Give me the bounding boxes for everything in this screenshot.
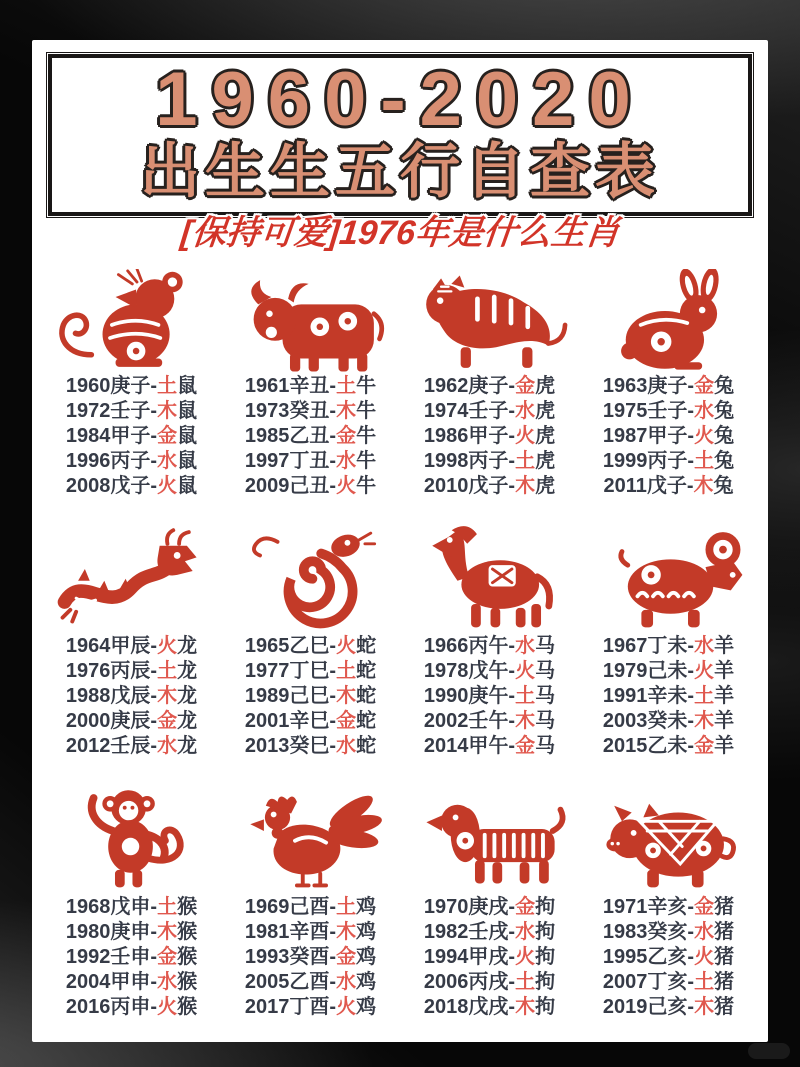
zodiac-section-2 xyxy=(44,511,756,759)
zodiac-char: 马 xyxy=(535,710,556,732)
zodiac-char: 蛇 xyxy=(356,660,377,682)
monkey-year-line-3: 1992壬申-金猴 xyxy=(65,945,198,968)
dragon-year-line-3: 1988戊辰-木龙 xyxy=(65,685,198,707)
rat-year-line-4: 1996丙子-水鼠 xyxy=(65,449,198,472)
ox-year-line-1: 1961辛丑-土牛 xyxy=(244,374,377,397)
element-char: 金 xyxy=(336,424,357,447)
ox-year-line-4: 1997丁丑-水牛 xyxy=(244,449,377,472)
element-char: 水 xyxy=(515,399,536,422)
watermark-badge xyxy=(748,1043,790,1059)
element-char: 水 xyxy=(336,970,357,993)
zodiac-char: 马 xyxy=(535,735,556,757)
snake-figure xyxy=(224,511,396,629)
pig-year-list xyxy=(581,895,756,1020)
element-char: 金 xyxy=(515,735,536,757)
element-char: 火 xyxy=(515,660,536,682)
monkey-year-list xyxy=(44,895,219,1020)
ox-year-line-3: 1985乙丑-金牛 xyxy=(244,424,377,447)
ox-papercut-illustration xyxy=(227,269,392,373)
zodiac-char: 羊 xyxy=(714,710,735,732)
zodiac-char: 牛 xyxy=(356,399,377,422)
monkey-papercut-illustration xyxy=(47,776,212,889)
element-char: 土 xyxy=(515,685,536,707)
element-char: 土 xyxy=(157,660,178,682)
pig-year-line-2: 1983癸亥-水猪 xyxy=(602,920,735,943)
zodiac-char: 马 xyxy=(535,635,556,657)
dragon-papercut-illustration xyxy=(47,516,212,629)
zodiac-char: 龙 xyxy=(177,710,198,732)
element-char: 金 xyxy=(157,945,178,968)
zodiac-char: 拘 xyxy=(535,895,556,918)
zodiac-char: 蛇 xyxy=(356,685,377,707)
zodiac-char: 龙 xyxy=(177,735,198,757)
zodiac-char: 马 xyxy=(535,685,556,707)
zodiac-char: 龙 xyxy=(177,685,198,707)
zodiac-char: 鸡 xyxy=(356,995,377,1018)
rat-year-line-2: 1972壬子-木鼠 xyxy=(65,399,198,422)
element-char: 土 xyxy=(515,970,536,993)
zodiac-char: 羊 xyxy=(714,685,735,707)
goat-papercut-illustration xyxy=(587,516,752,629)
element-char: 金 xyxy=(157,710,178,732)
tiger-year-line-3: 1986甲子-火虎 xyxy=(423,424,556,447)
zodiac-char: 鼠 xyxy=(177,374,198,397)
goat-figure xyxy=(584,511,756,629)
monkey-figure xyxy=(44,772,216,890)
tiger-year-line-2: 1974壬子-水虎 xyxy=(423,399,556,422)
zodiac-grid xyxy=(44,252,756,1032)
element-char: 土 xyxy=(157,374,178,397)
element-char: 金 xyxy=(515,895,536,918)
element-char: 水 xyxy=(694,920,715,943)
zodiac-char: 拘 xyxy=(535,920,556,943)
dragon-year-line-5: 2012壬辰-水龙 xyxy=(65,735,198,757)
zodiac-char: 蛇 xyxy=(356,635,377,657)
element-char: 水 xyxy=(157,449,178,472)
element-char: 木 xyxy=(694,710,715,732)
element-char: 木 xyxy=(336,399,357,422)
zodiac-char: 拘 xyxy=(535,945,556,968)
rabbit-year-line-1: 1963庚子-金兔 xyxy=(602,374,735,397)
element-char: 木 xyxy=(336,920,357,943)
element-char: 土 xyxy=(694,970,715,993)
element-char: 金 xyxy=(694,895,715,918)
dog-year-list xyxy=(402,895,577,1020)
element-char: 土 xyxy=(336,895,357,918)
zodiac-char: 猪 xyxy=(714,895,735,918)
horse-year-line-3: 1990庚午-土马 xyxy=(423,685,556,707)
element-char: 木 xyxy=(693,474,714,497)
horse-year-list xyxy=(402,634,577,759)
element-char: 火 xyxy=(515,945,536,968)
rooster-year-list xyxy=(223,895,398,1020)
zodiac-char: 鸡 xyxy=(356,945,377,968)
rooster-year-line-2: 1981辛酉-木鸡 xyxy=(244,920,377,943)
element-char: 金 xyxy=(157,424,178,447)
snake-year-line-5: 2013癸巳-水蛇 xyxy=(244,735,377,757)
goat-year-line-5: 2015乙未-金羊 xyxy=(602,735,735,757)
snake-year-line-1: 1965乙巳-火蛇 xyxy=(244,635,377,657)
element-char: 土 xyxy=(694,449,715,472)
zodiac-char: 鸡 xyxy=(356,920,377,943)
zodiac-char: 羊 xyxy=(714,635,735,657)
element-char: 木 xyxy=(157,920,178,943)
horse-figure xyxy=(404,511,576,629)
dragon-figure xyxy=(44,511,216,629)
goat-year-list xyxy=(581,634,756,759)
zodiac-char: 拘 xyxy=(535,970,556,993)
element-char: 木 xyxy=(694,995,715,1018)
goat-year-line-3: 1991辛未-土羊 xyxy=(602,685,735,707)
tiger-year-line-4: 1998丙子-土虎 xyxy=(423,449,556,472)
zodiac-char: 鼠 xyxy=(177,474,198,497)
zodiac-char: 龙 xyxy=(177,635,198,657)
element-char: 火 xyxy=(694,945,715,968)
ox-figure xyxy=(224,265,396,374)
dragon-year-line-4: 2000庚辰-金龙 xyxy=(65,710,198,732)
element-char: 水 xyxy=(694,399,715,422)
zodiac-char: 羊 xyxy=(714,660,735,682)
snake-year-list xyxy=(223,634,398,759)
rat-year-line-1: 1960庚子-土鼠 xyxy=(65,374,198,397)
element-char: 土 xyxy=(157,895,178,918)
zodiac-char: 虎 xyxy=(535,449,556,472)
horse-papercut-illustration xyxy=(407,516,572,629)
dog-papercut-illustration xyxy=(407,776,572,889)
element-char: 火 xyxy=(336,635,357,657)
rabbit-figure xyxy=(584,265,756,374)
pig-year-line-1: 1971辛亥-金猪 xyxy=(602,895,735,918)
zodiac-char: 牛 xyxy=(356,474,377,497)
zodiac-char: 龙 xyxy=(177,660,198,682)
subtitle-banner: [保持可爱]1976年是什么生肖 xyxy=(178,214,622,252)
zodiac-char: 虎 xyxy=(535,374,556,397)
zodiac-char: 兔 xyxy=(714,399,735,422)
zodiac-char: 马 xyxy=(535,660,556,682)
element-char: 水 xyxy=(694,635,715,657)
element-char: 金 xyxy=(515,374,536,397)
zodiac-char: 猪 xyxy=(714,920,735,943)
rabbit-year-line-5: 2011戊子-木兔 xyxy=(603,474,734,497)
dog-figure xyxy=(404,772,576,890)
horse-year-line-1: 1966丙午-水马 xyxy=(423,635,556,657)
element-char: 火 xyxy=(336,474,357,497)
element-char: 火 xyxy=(157,474,178,497)
zodiac-char: 兔 xyxy=(714,449,735,472)
element-char: 木 xyxy=(515,995,536,1018)
monkey-year-line-5: 2016丙申-火猴 xyxy=(65,995,198,1018)
dog-year-line-4: 2006丙戌-土拘 xyxy=(423,970,556,993)
rat-papercut-illustration xyxy=(47,269,212,373)
monkey-year-line-4: 2004甲申-水猴 xyxy=(65,970,198,993)
poster-card xyxy=(32,40,768,1042)
rabbit-year-list xyxy=(581,374,756,499)
rooster-figure xyxy=(224,772,396,890)
zodiac-section-3 xyxy=(44,772,756,1020)
element-char: 火 xyxy=(515,424,536,447)
snake-year-line-3: 1989己巳-木蛇 xyxy=(244,685,377,707)
zodiac-char: 鸡 xyxy=(356,895,377,918)
zodiac-char: 虎 xyxy=(535,474,556,497)
zodiac-char: 虎 xyxy=(535,424,556,447)
zodiac-char: 蛇 xyxy=(356,710,377,732)
zodiac-char: 兔 xyxy=(713,474,734,497)
dog-year-line-1: 1970庚戌-金拘 xyxy=(423,895,556,918)
element-char: 火 xyxy=(694,424,715,447)
zodiac-char: 拘 xyxy=(535,995,556,1018)
zodiac-char: 牛 xyxy=(356,449,377,472)
element-char: 土 xyxy=(694,685,715,707)
ox-year-list xyxy=(223,374,398,499)
element-char: 木 xyxy=(515,474,536,497)
snake-papercut-illustration xyxy=(227,516,392,629)
snake-year-line-2: 1977丁巳-土蛇 xyxy=(244,660,377,682)
goat-year-line-1: 1967丁未-水羊 xyxy=(602,635,735,657)
pig-papercut-illustration xyxy=(587,776,752,889)
element-char: 金 xyxy=(336,710,357,732)
rabbit-year-line-4: 1999丙子-土兔 xyxy=(602,449,735,472)
element-char: 火 xyxy=(157,635,178,657)
zodiac-char: 羊 xyxy=(714,735,735,757)
element-char: 水 xyxy=(157,735,178,757)
zodiac-char: 鸡 xyxy=(356,970,377,993)
zodiac-char: 兔 xyxy=(714,424,735,447)
tiger-year-list xyxy=(402,374,577,499)
dragon-year-line-1: 1964甲辰-火龙 xyxy=(65,635,198,657)
zodiac-char: 猪 xyxy=(714,970,735,993)
element-char: 木 xyxy=(157,685,178,707)
monkey-year-line-1: 1968戊申-土猴 xyxy=(65,895,198,918)
tiger-papercut-illustration xyxy=(407,269,572,373)
zodiac-char: 鼠 xyxy=(177,399,198,422)
element-char: 水 xyxy=(515,920,536,943)
zodiac-char: 猪 xyxy=(714,995,735,1018)
tiger-year-line-1: 1962庚子-金虎 xyxy=(423,374,556,397)
ox-year-line-5: 2009己丑-火牛 xyxy=(244,474,377,497)
rabbit-year-line-3: 1987甲子-火兔 xyxy=(602,424,735,447)
monkey-year-line-2: 1980庚申-木猴 xyxy=(65,920,198,943)
zodiac-char: 猴 xyxy=(177,920,198,943)
zodiac-char: 鼠 xyxy=(177,449,198,472)
zodiac-char: 虎 xyxy=(535,399,556,422)
element-char: 水 xyxy=(157,970,178,993)
goat-year-line-4: 2003癸未-木羊 xyxy=(602,710,735,732)
element-char: 水 xyxy=(336,449,357,472)
zodiac-char: 猴 xyxy=(177,970,198,993)
dragon-year-list xyxy=(44,634,219,759)
element-char: 金 xyxy=(694,735,715,757)
rooster-year-line-3: 1993癸酉-金鸡 xyxy=(244,945,377,968)
rat-year-line-3: 1984甲子-金鼠 xyxy=(65,424,198,447)
zodiac-char: 蛇 xyxy=(356,735,377,757)
horse-year-line-2: 1978戊午-火马 xyxy=(423,660,556,682)
zodiac-section-1 xyxy=(44,265,756,499)
zodiac-char: 猪 xyxy=(714,945,735,968)
zodiac-char: 猴 xyxy=(177,895,198,918)
element-char: 水 xyxy=(336,735,357,757)
ox-year-line-2: 1973癸丑-木牛 xyxy=(244,399,377,422)
element-char: 木 xyxy=(515,710,536,732)
dog-year-line-5: 2018戊戌-木拘 xyxy=(423,995,556,1018)
rabbit-papercut-illustration xyxy=(587,269,752,373)
rat-year-line-5: 2008戊子-火鼠 xyxy=(65,474,198,497)
pig-figure xyxy=(584,772,756,890)
horse-year-line-5: 2014甲午-金马 xyxy=(423,735,556,757)
dog-year-line-3: 1994甲戌-火拘 xyxy=(423,945,556,968)
element-char: 木 xyxy=(157,399,178,422)
element-char: 金 xyxy=(336,945,357,968)
rooster-year-line-5: 2017丁酉-火鸡 xyxy=(244,995,377,1018)
dog-year-line-2: 1982壬戌-水拘 xyxy=(423,920,556,943)
element-char: 土 xyxy=(336,374,357,397)
title-year-range: 1960-2020 xyxy=(155,57,645,142)
zodiac-char: 猴 xyxy=(177,945,198,968)
snake-year-line-4: 2001辛巳-金蛇 xyxy=(244,710,377,732)
element-char: 土 xyxy=(336,660,357,682)
title-box xyxy=(48,54,752,216)
dragon-year-line-2: 1976丙辰-土龙 xyxy=(65,660,198,682)
rooster-papercut-illustration xyxy=(227,776,392,889)
tiger-figure xyxy=(404,265,576,374)
element-char: 水 xyxy=(515,635,536,657)
element-char: 火 xyxy=(157,995,178,1018)
rooster-year-line-1: 1969己酉-土鸡 xyxy=(244,895,377,918)
element-char: 火 xyxy=(694,660,715,682)
pig-year-line-3: 1995乙亥-火猪 xyxy=(602,945,735,968)
rat-year-list xyxy=(44,374,219,499)
rabbit-year-line-2: 1975壬子-水兔 xyxy=(602,399,735,422)
title-main: 出生生五行自查表 xyxy=(140,138,660,205)
zodiac-char: 兔 xyxy=(714,374,735,397)
element-char: 金 xyxy=(694,374,715,397)
horse-year-line-4: 2002壬午-木马 xyxy=(423,710,556,732)
tiger-year-line-5: 2010戊子-木虎 xyxy=(423,474,556,497)
rat-figure xyxy=(44,265,216,374)
zodiac-char: 鼠 xyxy=(177,424,198,447)
pig-year-line-4: 2007丁亥-土猪 xyxy=(602,970,735,993)
element-char: 火 xyxy=(336,995,357,1018)
zodiac-char: 猴 xyxy=(177,995,198,1018)
element-char: 木 xyxy=(336,685,357,707)
rooster-year-line-4: 2005乙酉-水鸡 xyxy=(244,970,377,993)
goat-year-line-2: 1979己未-火羊 xyxy=(602,660,735,682)
element-char: 土 xyxy=(515,449,536,472)
zodiac-char: 牛 xyxy=(356,374,377,397)
zodiac-char: 牛 xyxy=(356,424,377,447)
pig-year-line-5: 2019己亥-木猪 xyxy=(602,995,735,1018)
